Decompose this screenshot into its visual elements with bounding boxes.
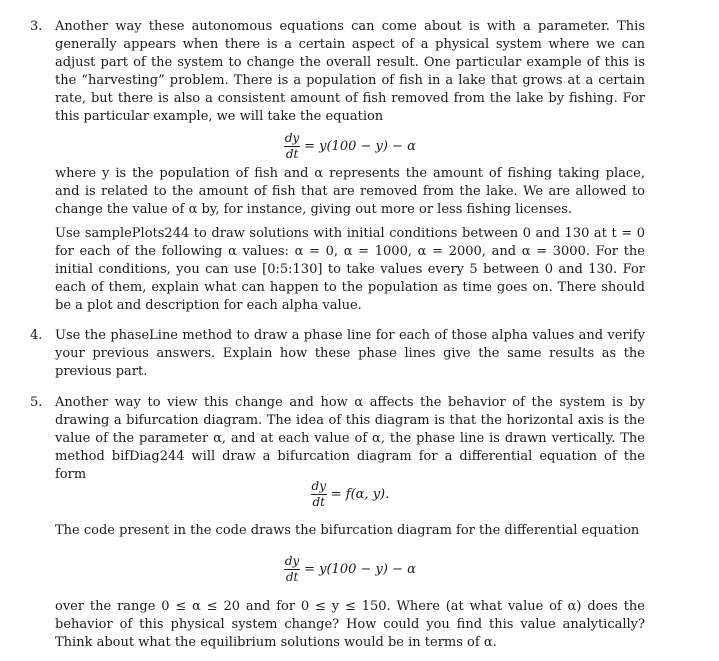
equation-rhs: = y(100 − y) − α [304, 138, 416, 154]
equation-rhs: = f(α, y). [330, 486, 390, 502]
problem-3-description: where y is the population of fish and α represents the amount of fishing taking place, and is related to the amount of fish that are removed from the lake. We are allowed to change the value of α by, for instance, giving out more or less fishing licenses. [55, 166, 645, 217]
problem-4-task: Use the phaseLine method to draw a phase line for each of those alpha values and verify your previous answers. Explain how these phase lines give the same results as the previous part. [55, 328, 645, 379]
equation-harvesting-repeat [55, 549, 645, 589]
equation-harvesting [55, 126, 645, 166]
fraction-numerator: dy [284, 130, 300, 145]
fraction-denominator: dt [285, 569, 299, 584]
problem-3-intro: Another way these autonomous equations can come about is with a parameter. This generally appears when there is a certain aspect of a physical system where we can adjust part of the system to change the overall result. One particular example of this is the “harvesting” problem. There is a population of fish in a lake that grows at a certain rate, but there is also a consistent amount of fish removed from the lake by fishing. For this particular example, we will take the equation [55, 19, 645, 124]
derivative-fraction [284, 132, 300, 161]
derivative-fraction [311, 480, 327, 509]
problem-5-intro: Another way to view this change and how α affects the behavior of the system is by drawing a bifurcation diagram. The idea of this diagram is that the horizontal axis is the value of the parameter α, and at each value of α, the phase line is drawn vertically. The method bifDiag244 will draw a bifurcation diagram for a differential equation of the form [55, 395, 645, 482]
equation-general-form [55, 474, 645, 514]
problem-5-code-note: The code present in the code draws the bifurcation diagram for the differential equation [55, 523, 640, 538]
fraction-denominator: dt [285, 146, 299, 161]
problem-3-task: Use samplePlots244 to draw solutions with initial conditions between 0 and 130 at t = 0 for each of the following α values: α = 0, α = 1000, α = 2000, and α = 3000. For the initial conditions, you can use [0:5:130] to take values every 5 between 0 and 130. For each of them, explain what can happen to the population as time goes on. There should be a plot and description for each alpha value. [55, 226, 645, 313]
equation-rhs: = y(100 − y) − α [304, 561, 416, 577]
fraction-denominator: dt [312, 494, 325, 509]
fraction-numerator: dy [311, 478, 326, 493]
derivative-fraction [284, 555, 300, 584]
problem-number: 4. [30, 328, 43, 343]
problem-number: 5. [30, 395, 43, 410]
problem-5-question: over the range 0 ≤ α ≤ 20 and for 0 ≤ y ≤ 150. Where (at what value of α) does the behavior of this physical system change? How could you find this value analytically? Think about what the equilibrium solutions would be in terms of α. [55, 599, 645, 650]
problem-number: 3. [30, 19, 43, 34]
fraction-numerator: dy [284, 553, 300, 568]
